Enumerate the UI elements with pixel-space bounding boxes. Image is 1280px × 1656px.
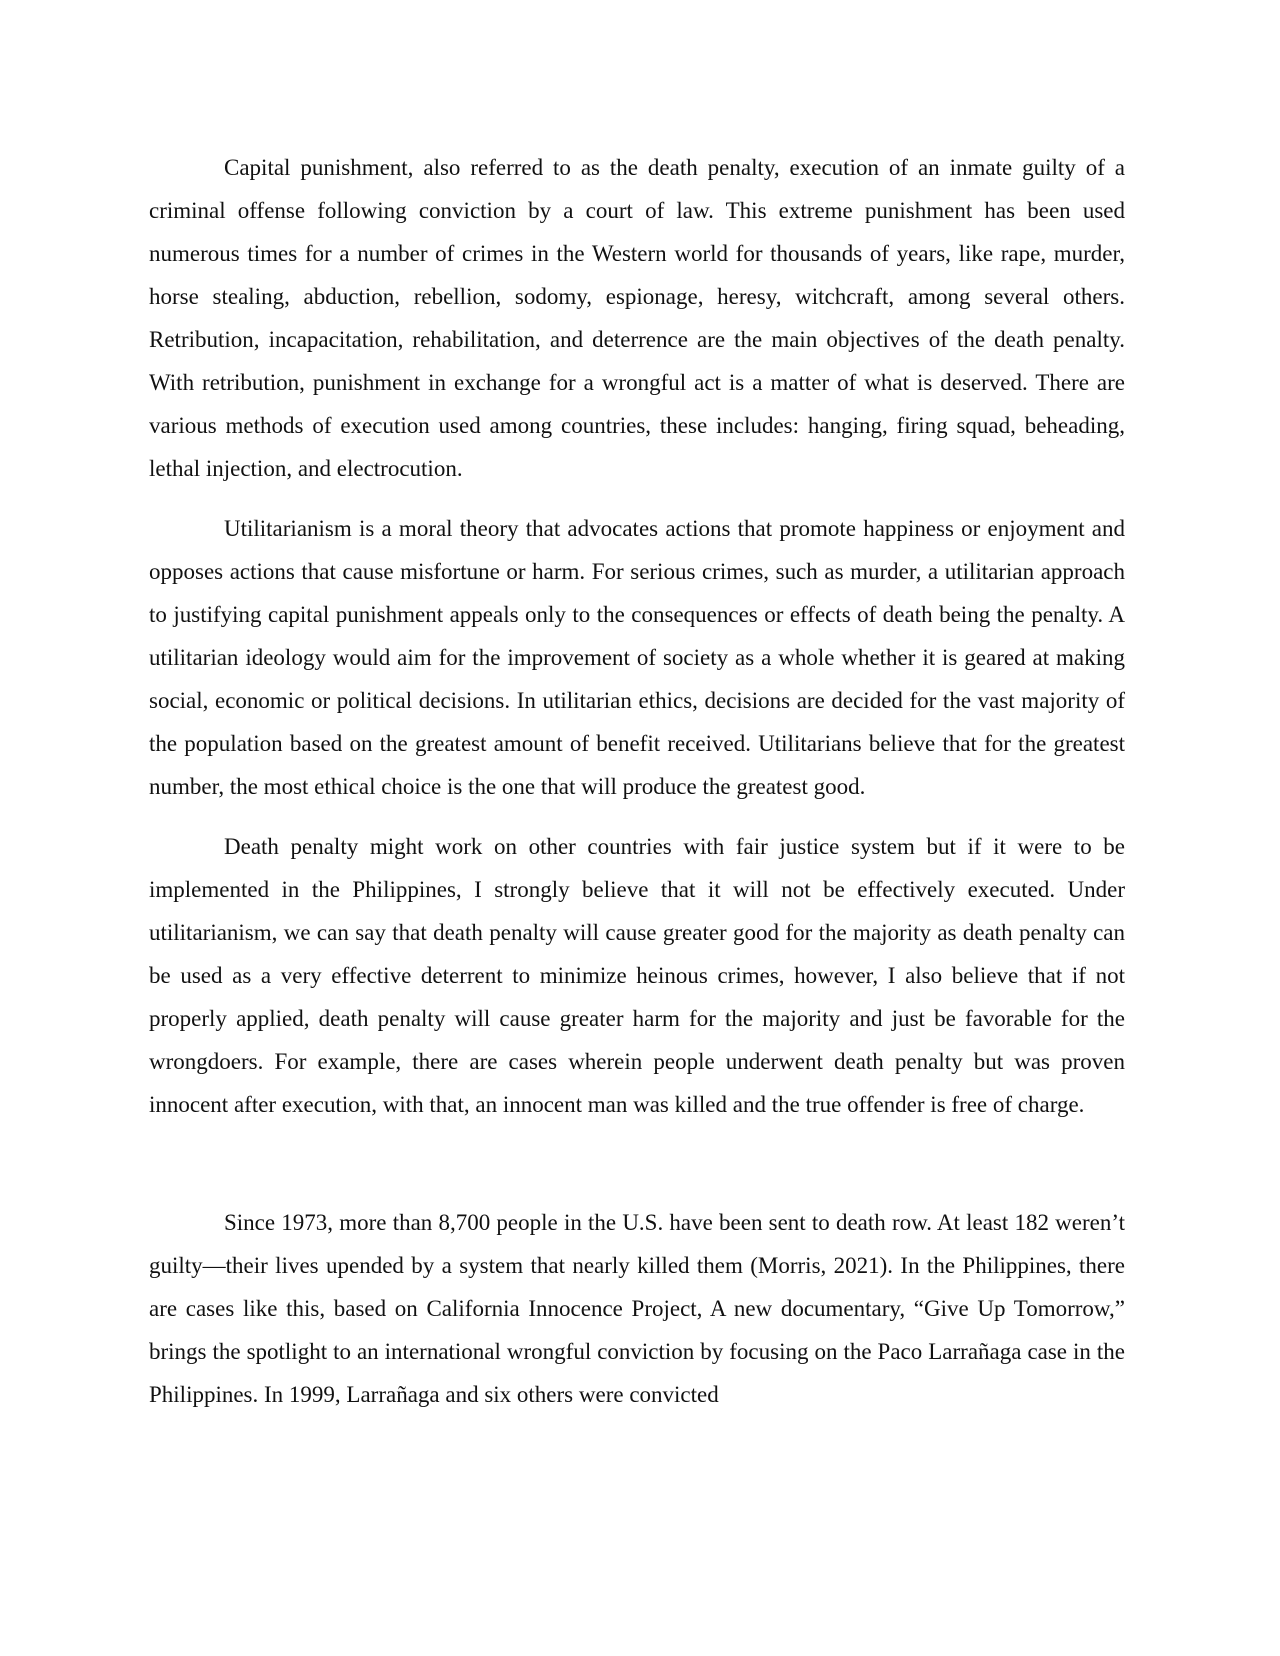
paragraph-utilitarianism: Utilitarianism is a moral theory that advocates actions that promote happiness or enjoyment and opposes actions that cause misfortune or harm. For serious crimes, such as murder, a utilitarian approach to justifying capital punishment appeals only to the consequences or effects of death being the penalty. A utilitarian ideology would aim for the improvement of society as a whole whether it is geared at making social, economic or political decisions. In utilitarian ethics, decisions are decided for the vast majority of the population based on the greatest amount of benefit received. Utilitarians believe that for the greatest number, the most ethical choice is the one that will produce the greatest good. (149, 516, 1125, 799)
paragraph-capital-punishment: Capital punishment, also referred to as the death penalty, execution of an inmate guilty of a criminal offense following conviction by a court of law. This extreme punishment has been used numerous times for a number of crimes in the Western world for thousands of years, like rape, murder, horse stealing, abduction, rebellion, sodomy, espionage, heresy, witchcraft, among several others. Retribution, incapacitation, rehabilitation, and deterrence are the main objectives of the death penalty. With retribution, punishment in exchange for a wrongful act is a matter of what is deserved. There are various methods of execution used among countries, these includes: hanging, firing squad, beheading, lethal injection, and electrocution. (149, 155, 1125, 481)
paragraph-wrongful-convictions: Since 1973, more than 8,700 people in the U.S. have been sent to death row. At least 182 weren’t guilty—their lives upended by a system that nearly killed them (Morris, 2021). In the Philippines, there are cases like this, based on California Innocence Project, A new documentary, “Give Up Tomorrow,” brings the spotlight to an international wrongful conviction by focusing on the Paco Larrañaga case in the Philippines. In 1999, Larrañaga and six others were convicted (149, 1210, 1125, 1407)
paragraph-philippines-death-penalty: Death penalty might work on other countries with fair justice system but if it were to be implemented in the Philippines, I strongly believe that it will not be effectively executed. Under utilitarianism, we can say that death penalty will cause greater good for the majority as death penalty can be used as a very effective deterrent to minimize heinous crimes, however, I also believe that if not properly applied, death penalty will cause greater harm for the majority and just be favorable for the wrongdoers. For example, there are cases wherein people underwent death penalty but was proven innocent after execution, with that, an innocent man was killed and the true offender is free of charge. (149, 834, 1125, 1117)
document-body (149, 146, 1125, 1416)
